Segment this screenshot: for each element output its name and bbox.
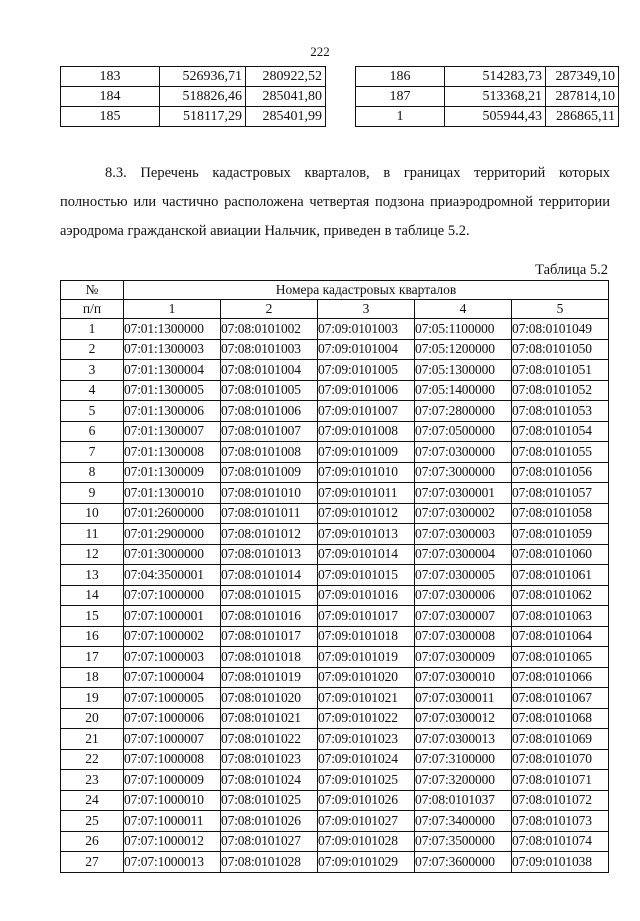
cadastral-number-cell: 07:08:0101019 <box>221 667 318 688</box>
cadastral-number-cell: 07:09:0101003 <box>318 319 415 340</box>
table-row <box>61 360 609 381</box>
coordinates-row <box>356 67 619 87</box>
cadastral-number-cell: 07:09:0101023 <box>318 729 415 750</box>
x-coordinate-cell: 518117,29 <box>160 107 246 127</box>
cadastral-number-cell: 07:07:3000000 <box>415 462 512 483</box>
column-number-header: 2 <box>221 300 318 319</box>
cadastral-number-cell: 07:01:1300007 <box>124 421 221 442</box>
column-number-header: 1 <box>124 300 221 319</box>
cadastral-number-cell: 07:08:0101022 <box>221 729 318 750</box>
cadastral-number-cell: 07:08:0101064 <box>512 626 609 647</box>
cadastral-number-cell: 07:07:0500000 <box>415 421 512 442</box>
row-number-cell: 2 <box>61 339 124 360</box>
cadastral-number-cell: 07:01:1300003 <box>124 339 221 360</box>
point-number-cell: 186 <box>356 67 445 87</box>
cadastral-number-cell: 07:09:0101021 <box>318 688 415 709</box>
point-number-cell: 183 <box>61 67 160 87</box>
row-number-cell: 17 <box>61 647 124 668</box>
cadastral-number-cell: 07:05:1300000 <box>415 360 512 381</box>
cadastral-number-cell: 07:08:0101016 <box>221 606 318 627</box>
cadastral-number-cell: 07:09:0101025 <box>318 770 415 791</box>
cadastral-number-cell: 07:09:0101004 <box>318 339 415 360</box>
cadastral-number-cell: 07:07:1000013 <box>124 852 221 873</box>
row-number-cell: 13 <box>61 565 124 586</box>
table-row <box>61 462 609 483</box>
cadastral-number-cell: 07:05:1400000 <box>415 380 512 401</box>
cadastral-number-cell: 07:05:1200000 <box>415 339 512 360</box>
cadastral-number-cell: 07:08:0101062 <box>512 585 609 606</box>
table-row <box>61 606 609 627</box>
x-coordinate-cell: 513368,21 <box>445 87 546 107</box>
row-number-cell: 12 <box>61 544 124 565</box>
row-number-cell: 3 <box>61 360 124 381</box>
cadastral-number-cell: 07:09:0101011 <box>318 483 415 504</box>
cadastral-number-cell: 07:09:0101014 <box>318 544 415 565</box>
table-row <box>61 729 609 750</box>
page-number: 222 <box>310 44 330 59</box>
cadastral-number-cell: 07:07:0300000 <box>415 442 512 463</box>
cadastral-number-cell: 07:08:0101009 <box>221 462 318 483</box>
cadastral-number-cell: 07:08:0101074 <box>512 831 609 852</box>
x-coordinate-cell: 526936,71 <box>160 67 246 87</box>
cadastral-number-cell: 07:07:1000009 <box>124 770 221 791</box>
row-number-cell: 7 <box>61 442 124 463</box>
cadastral-number-cell: 07:08:0101073 <box>512 811 609 832</box>
table-row <box>61 749 609 770</box>
cadastral-number-cell: 07:08:0101023 <box>221 749 318 770</box>
cadastral-number-cell: 07:08:0101072 <box>512 790 609 811</box>
row-number-cell: 15 <box>61 606 124 627</box>
x-coordinate-cell: 518826,46 <box>160 87 246 107</box>
cadastral-number-cell: 07:08:0101006 <box>221 401 318 422</box>
coordinates-row <box>356 107 619 127</box>
table-row <box>61 667 609 688</box>
cadastral-number-cell: 07:08:0101037 <box>415 790 512 811</box>
cadastral-number-cell: 07:08:0101018 <box>221 647 318 668</box>
point-number-cell: 185 <box>61 107 160 127</box>
cadastral-number-cell: 07:09:0101008 <box>318 421 415 442</box>
cadastral-number-cell: 07:08:0101065 <box>512 647 609 668</box>
cadastral-number-cell: 07:07:0300012 <box>415 708 512 729</box>
cadastral-number-cell: 07:09:0101010 <box>318 462 415 483</box>
table-row <box>61 401 609 422</box>
cadastral-number-cell: 07:08:0101002 <box>221 319 318 340</box>
table-row <box>61 421 609 442</box>
row-number-cell: 19 <box>61 688 124 709</box>
cadastral-number-cell: 07:09:0101027 <box>318 811 415 832</box>
cadastral-number-cell: 07:07:1000010 <box>124 790 221 811</box>
y-coordinate-cell: 287814,10 <box>546 87 619 107</box>
cadastral-number-cell: 07:08:0101071 <box>512 770 609 791</box>
cadastral-number-cell: 07:08:0101007 <box>221 421 318 442</box>
cadastral-number-cell: 07:08:0101021 <box>221 708 318 729</box>
y-coordinate-cell: 280922,52 <box>246 67 326 87</box>
cadastral-number-cell: 07:08:0101067 <box>512 688 609 709</box>
cadastral-number-cell: 07:08:0101051 <box>512 360 609 381</box>
cadastral-number-cell: 07:08:0101014 <box>221 565 318 586</box>
point-number-cell: 187 <box>356 87 445 107</box>
cadastral-number-cell: 07:07:1000002 <box>124 626 221 647</box>
row-number-cell: 6 <box>61 421 124 442</box>
row-number-cell: 5 <box>61 401 124 422</box>
row-number-cell: 18 <box>61 667 124 688</box>
cadastral-number-cell: 07:08:0101059 <box>512 524 609 545</box>
row-number-cell: 1 <box>61 319 124 340</box>
cadastral-number-cell: 07:08:0101015 <box>221 585 318 606</box>
cadastral-number-cell: 07:09:0101007 <box>318 401 415 422</box>
cadastral-number-cell: 07:08:0101057 <box>512 483 609 504</box>
table-row <box>61 831 609 852</box>
section-paragraph: 8.3. Перечень кадастровых кварталов, в границах территорий которых полностью или частично расположена четвертая подзона приаэродромной территории аэродрома гражданской авиации Нальчик, приведен в таблице 5.2. <box>60 165 610 239</box>
group-header: Номера кадастровых кварталов <box>124 281 609 300</box>
column-number-header: 3 <box>318 300 415 319</box>
cadastral-number-cell: 07:07:1000001 <box>124 606 221 627</box>
cadastral-number-cell: 07:08:0101068 <box>512 708 609 729</box>
cadastral-number-cell: 07:01:1300004 <box>124 360 221 381</box>
number-header-subline: п/п <box>61 300 124 319</box>
row-number-cell: 22 <box>61 749 124 770</box>
cadastral-number-cell: 07:07:1000007 <box>124 729 221 750</box>
cadastral-number-cell: 07:09:0101013 <box>318 524 415 545</box>
cadastral-number-cell: 07:07:1000011 <box>124 811 221 832</box>
cadastral-number-cell: 07:07:0300011 <box>415 688 512 709</box>
cadastral-number-cell: 07:09:0101022 <box>318 708 415 729</box>
cadastral-number-cell: 07:01:2600000 <box>124 503 221 524</box>
cadastral-number-cell: 07:07:0300013 <box>415 729 512 750</box>
cadastral-number-cell: 07:08:0101010 <box>221 483 318 504</box>
cadastral-number-cell: 07:09:0101038 <box>512 852 609 873</box>
cadastral-number-cell: 07:09:0101017 <box>318 606 415 627</box>
cadastral-quarters-table <box>60 280 609 873</box>
table-caption: Таблица 5.2 <box>535 262 608 278</box>
table-row <box>61 524 609 545</box>
cadastral-number-cell: 07:07:3100000 <box>415 749 512 770</box>
cadastral-number-cell: 07:08:0101013 <box>221 544 318 565</box>
cadastral-number-cell: 07:07:1000003 <box>124 647 221 668</box>
row-number-cell: 25 <box>61 811 124 832</box>
cadastral-number-cell: 07:01:2900000 <box>124 524 221 545</box>
cadastral-number-cell: 07:08:0101060 <box>512 544 609 565</box>
coordinates-row <box>356 87 619 107</box>
cadastral-number-cell: 07:09:0101028 <box>318 831 415 852</box>
cadastral-number-cell: 07:08:0101003 <box>221 339 318 360</box>
coordinates-table-left <box>60 66 326 127</box>
table-row <box>61 503 609 524</box>
cadastral-number-cell: 07:07:0300006 <box>415 585 512 606</box>
cadastral-number-cell: 07:07:1000012 <box>124 831 221 852</box>
cadastral-number-cell: 07:07:1000000 <box>124 585 221 606</box>
row-number-cell: 23 <box>61 770 124 791</box>
cadastral-number-cell: 07:07:0300008 <box>415 626 512 647</box>
cadastral-number-cell: 07:08:0101017 <box>221 626 318 647</box>
cadastral-number-cell: 07:01:1300010 <box>124 483 221 504</box>
table-row <box>61 811 609 832</box>
row-number-cell: 24 <box>61 790 124 811</box>
cadastral-number-cell: 07:09:0101029 <box>318 852 415 873</box>
cadastral-number-cell: 07:08:0101066 <box>512 667 609 688</box>
cadastral-number-cell: 07:08:0101028 <box>221 852 318 873</box>
cadastral-number-cell: 07:07:2800000 <box>415 401 512 422</box>
cadastral-number-cell: 07:08:0101053 <box>512 401 609 422</box>
cadastral-number-cell: 07:07:1000006 <box>124 708 221 729</box>
cadastral-number-cell: 07:09:0101018 <box>318 626 415 647</box>
cadastral-number-cell: 07:09:0101009 <box>318 442 415 463</box>
cadastral-number-cell: 07:09:0101024 <box>318 749 415 770</box>
table-row <box>61 770 609 791</box>
table-row <box>61 339 609 360</box>
column-number-header: 4 <box>415 300 512 319</box>
cadastral-number-cell: 07:09:0101019 <box>318 647 415 668</box>
cadastral-number-cell: 07:07:0300003 <box>415 524 512 545</box>
cadastral-number-cell: 07:07:0300007 <box>415 606 512 627</box>
cadastral-number-cell: 07:09:0101015 <box>318 565 415 586</box>
x-coordinate-cell: 505944,43 <box>445 107 546 127</box>
cadastral-number-cell: 07:08:0101069 <box>512 729 609 750</box>
row-number-cell: 21 <box>61 729 124 750</box>
cadastral-number-cell: 07:09:0101006 <box>318 380 415 401</box>
cadastral-number-cell: 07:08:0101012 <box>221 524 318 545</box>
cadastral-number-cell: 07:07:0300010 <box>415 667 512 688</box>
table-row <box>61 483 609 504</box>
cadastral-number-cell: 07:09:0101016 <box>318 585 415 606</box>
cadastral-number-cell: 07:07:0300004 <box>415 544 512 565</box>
cadastral-number-cell: 07:08:0101008 <box>221 442 318 463</box>
cadastral-number-cell: 07:07:3600000 <box>415 852 512 873</box>
cadastral-number-cell: 07:07:0300009 <box>415 647 512 668</box>
cadastral-number-cell: 07:07:3500000 <box>415 831 512 852</box>
cadastral-number-cell: 07:04:3500001 <box>124 565 221 586</box>
cadastral-number-cell: 07:08:0101055 <box>512 442 609 463</box>
cadastral-number-cell: 07:08:0101070 <box>512 749 609 770</box>
point-number-cell: 1 <box>356 107 445 127</box>
cadastral-number-cell: 07:08:0101004 <box>221 360 318 381</box>
coordinates-row <box>61 107 326 127</box>
row-number-cell: 11 <box>61 524 124 545</box>
cadastral-number-cell: 07:08:0101027 <box>221 831 318 852</box>
table-row <box>61 852 609 873</box>
y-coordinate-cell: 287349,10 <box>546 67 619 87</box>
cadastral-number-cell: 07:01:3000000 <box>124 544 221 565</box>
row-number-cell: 4 <box>61 380 124 401</box>
cadastral-number-cell: 07:07:0300005 <box>415 565 512 586</box>
cadastral-number-cell: 07:01:1300009 <box>124 462 221 483</box>
row-number-cell: 16 <box>61 626 124 647</box>
cadastral-number-cell: 07:08:0101011 <box>221 503 318 524</box>
row-number-cell: 9 <box>61 483 124 504</box>
cadastral-number-cell: 07:07:1000008 <box>124 749 221 770</box>
y-coordinate-cell: 285041,80 <box>246 87 326 107</box>
point-number-cell: 184 <box>61 87 160 107</box>
cadastral-number-cell: 07:08:0101052 <box>512 380 609 401</box>
cadastral-number-cell: 07:08:0101058 <box>512 503 609 524</box>
cadastral-number-cell: 07:07:3400000 <box>415 811 512 832</box>
cadastral-number-cell: 07:01:1300008 <box>124 442 221 463</box>
cadastral-number-cell: 07:08:0101024 <box>221 770 318 791</box>
x-coordinate-cell: 514283,73 <box>445 67 546 87</box>
y-coordinate-cell: 285401,99 <box>246 107 326 127</box>
table-row <box>61 647 609 668</box>
cadastral-number-cell: 07:07:1000005 <box>124 688 221 709</box>
coordinates-row <box>61 67 326 87</box>
table-row <box>61 544 609 565</box>
cadastral-number-cell: 07:08:0101056 <box>512 462 609 483</box>
coordinates-row <box>61 87 326 107</box>
table-row <box>61 319 609 340</box>
number-header: № <box>61 281 124 300</box>
cadastral-number-cell: 07:08:0101050 <box>512 339 609 360</box>
table-row <box>61 442 609 463</box>
cadastral-number-cell: 07:01:1300000 <box>124 319 221 340</box>
cadastral-number-cell: 07:09:0101005 <box>318 360 415 381</box>
cadastral-number-cell: 07:07:3200000 <box>415 770 512 791</box>
cadastral-number-cell: 07:09:0101020 <box>318 667 415 688</box>
cadastral-number-cell: 07:08:0101025 <box>221 790 318 811</box>
cadastral-number-cell: 07:09:0101026 <box>318 790 415 811</box>
cadastral-number-cell: 07:07:0300002 <box>415 503 512 524</box>
table-row <box>61 708 609 729</box>
cadastral-number-cell: 07:08:0101063 <box>512 606 609 627</box>
cadastral-number-cell: 07:09:0101012 <box>318 503 415 524</box>
cadastral-number-cell: 07:01:1300005 <box>124 380 221 401</box>
cadastral-number-cell: 07:08:0101049 <box>512 319 609 340</box>
row-number-cell: 26 <box>61 831 124 852</box>
row-number-cell: 8 <box>61 462 124 483</box>
cadastral-number-cell: 07:01:1300006 <box>124 401 221 422</box>
cadastral-number-cell: 07:05:1100000 <box>415 319 512 340</box>
row-number-cell: 27 <box>61 852 124 873</box>
table-row <box>61 790 609 811</box>
row-number-cell: 14 <box>61 585 124 606</box>
coordinates-table-right <box>355 66 619 127</box>
table-row <box>61 565 609 586</box>
table-row <box>61 688 609 709</box>
table-row <box>61 380 609 401</box>
column-number-header: 5 <box>512 300 609 319</box>
table-row <box>61 626 609 647</box>
cadastral-number-cell: 07:08:0101054 <box>512 421 609 442</box>
cadastral-number-cell: 07:08:0101020 <box>221 688 318 709</box>
row-number-cell: 10 <box>61 503 124 524</box>
table-row <box>61 585 609 606</box>
cadastral-number-cell: 07:08:0101005 <box>221 380 318 401</box>
row-number-cell: 20 <box>61 708 124 729</box>
cadastral-number-cell: 07:07:0300001 <box>415 483 512 504</box>
y-coordinate-cell: 286865,11 <box>546 107 619 127</box>
cadastral-number-cell: 07:08:0101061 <box>512 565 609 586</box>
cadastral-number-cell: 07:07:1000004 <box>124 667 221 688</box>
cadastral-number-cell: 07:08:0101026 <box>221 811 318 832</box>
